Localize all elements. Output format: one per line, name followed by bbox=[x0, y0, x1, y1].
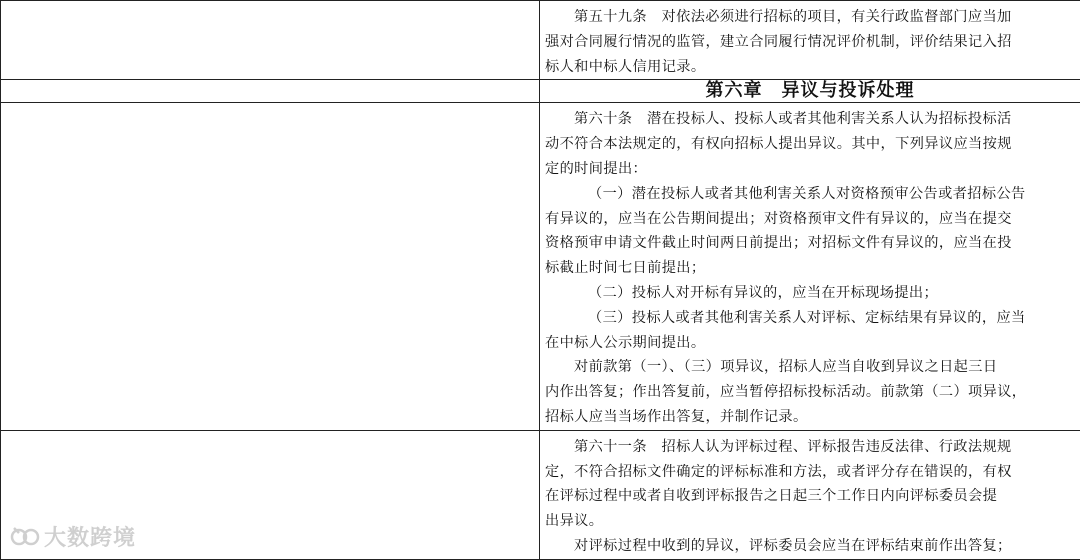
watermark bbox=[10, 521, 136, 552]
left-cell bbox=[1, 1, 540, 80]
table-row bbox=[1, 430, 1080, 559]
text-line: 对评标过程中收到的异议，评标委员会应当在评标结束前作出答复； bbox=[545, 534, 1076, 559]
text-line: （一）潜在投标人或者其他利害关系人对资格预审公告或者招标公告 bbox=[545, 182, 1076, 207]
right-cell bbox=[540, 103, 1080, 430]
watermark-text: 大数跨境 bbox=[44, 521, 136, 552]
text-line: 第六十一条 招标人认为评标过程、评标报告违反法律、行政法规规 bbox=[545, 435, 1076, 460]
text-line: （三）投标人或者其他利害关系人对评标、定标结果有异议的，应当 bbox=[545, 306, 1076, 331]
article-text bbox=[540, 1, 1080, 79]
text-line: 标截止时间七日前提出； bbox=[545, 256, 1076, 281]
table-row bbox=[1, 103, 1080, 430]
left-cell bbox=[1, 103, 540, 430]
text-line: 定，不符合招标文件确定的评标标准和方法，或者评分存在错误的，有权 bbox=[545, 460, 1076, 485]
text-line: （二）投标人对开标有异议的，应当在开标现场提出； bbox=[545, 281, 1076, 306]
right-cell bbox=[540, 430, 1080, 559]
text-line: 资格预审申请文件截止时间两日前提出；对招标文件有异议的，应当在投 bbox=[545, 231, 1076, 256]
text-line: 第五十九条 对依法必须进行招标的项目，有关行政监督部门应当加 bbox=[545, 5, 1076, 30]
article-text bbox=[540, 431, 1080, 559]
right-cell bbox=[540, 80, 1080, 103]
left-cell bbox=[1, 80, 540, 103]
text-line: 第六十条 潜在投标人、投标人或者其他利害关系人认为招标投标活 bbox=[545, 107, 1076, 132]
chapter-row bbox=[1, 80, 1080, 103]
text-line: 出异议。 bbox=[545, 509, 1076, 534]
text-line: 有异议的，应当在公告期间提出；对资格预审文件有异议的，应当在提交 bbox=[545, 207, 1076, 232]
text-line: 强对合同履行情况的监管，建立合同履行情况评价机制，评价结果记入招 bbox=[545, 30, 1076, 55]
text-line: 定的时间提出： bbox=[545, 157, 1076, 182]
table-row bbox=[1, 1, 1080, 80]
text-line: 对前款第（一）、（三）项异议，招标人应当自收到异议之日起三日 bbox=[545, 355, 1076, 380]
logo-icon bbox=[10, 525, 40, 549]
text-line: 标人和中标人信用记录。 bbox=[545, 55, 1076, 80]
text-line: 在中标人公示期间提出。 bbox=[545, 331, 1076, 356]
text-line: 招标人应当当场作出答复，并制作记录。 bbox=[545, 405, 1076, 430]
chapter-heading: 第六章 异议与投诉处理 bbox=[540, 80, 1080, 102]
text-line: 在评标过程中或者自收到评标报告之日起三个工作日内向评标委员会提 bbox=[545, 484, 1076, 509]
right-cell bbox=[540, 1, 1080, 80]
text-line: 内作出答复；作出答复前，应当暂停招标投标活动。前款第（二）项异议， bbox=[545, 380, 1076, 405]
text-line: 动不符合本法规定的，有权向招标人提出异议。其中，下列异议应当按规 bbox=[545, 132, 1076, 157]
article-text bbox=[540, 103, 1080, 429]
